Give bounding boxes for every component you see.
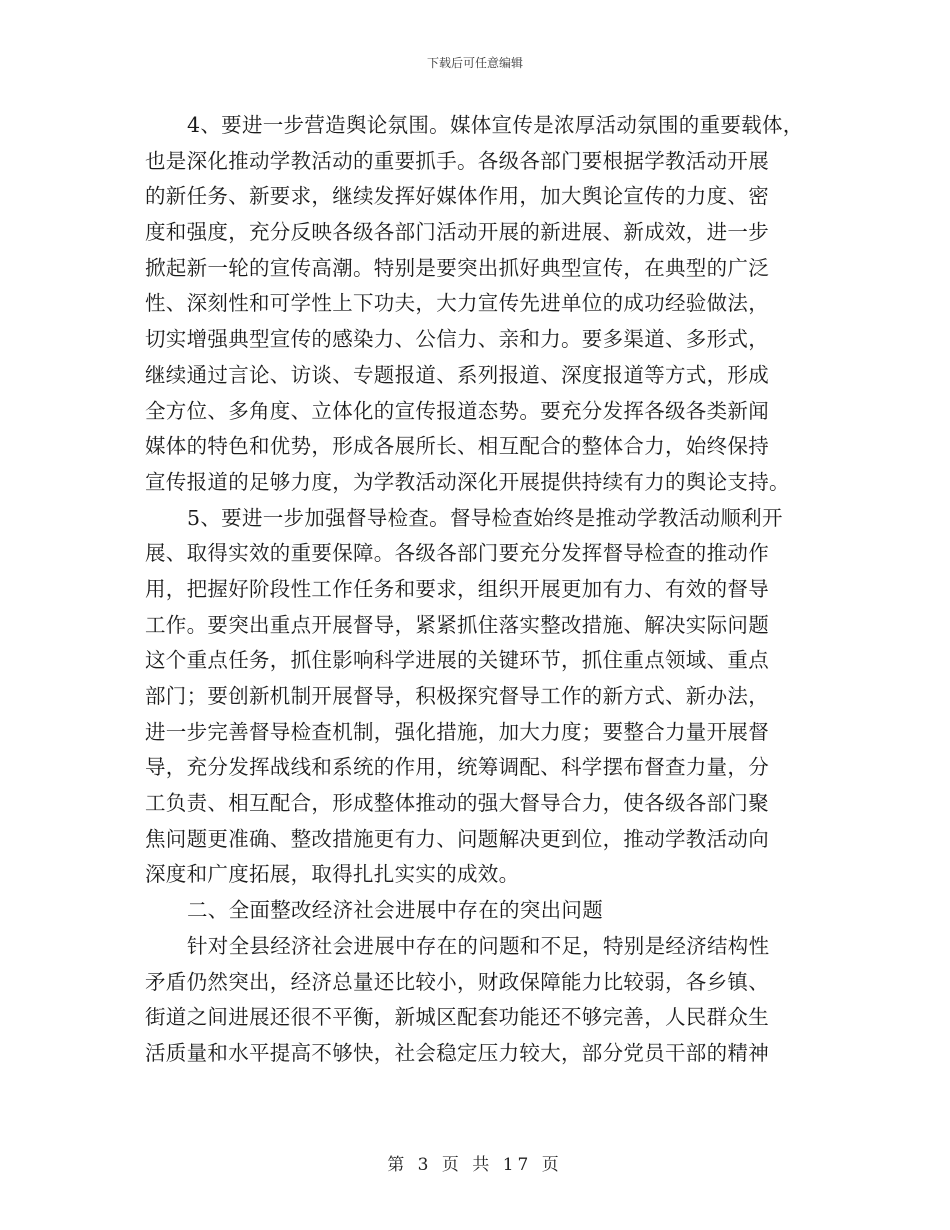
paragraph-line: 全方位、多角度、立体化的宣传报道态势。要充分发挥各级各类新闻 [145,398,769,423]
paragraph-line: 展、取得实效的重要保障。各级各部门要充分发挥督导检查的推动作 [145,541,769,566]
paragraph-line: 矛盾仍然突出，经济总量还比较小，财政保障能力比较弱，各乡镇、 [145,969,769,994]
paragraph-line: 进一步完善督导检查机制，强化措施，加大力度；要整合力量开展督 [145,719,769,744]
paragraph-line: 焦问题更准确、整改措施更有力、问题解决更到位，推动学教活动向 [145,826,769,851]
section-heading: 二、全面整改经济社会进展中存在的突出问题 [187,898,603,923]
paragraph-line: 这个重点任务，抓住影响科学进展的关键环节，抓住重点领域、重点 [145,648,769,673]
paragraph-line: 5、要进一步加强督导检查。督导检查始终是推动学教活动顺利开 [187,505,783,530]
paragraph-line: 街道之间进展还很不平衡，新城区配套功能还不够完善，人民群众生 [145,1005,769,1030]
paragraph-line: 深度和广度拓展，取得扎扎实实的成效。 [145,862,520,887]
paragraph-line: 性、深刻性和可学性上下功夫，大力宣传先进单位的成功经验做法， [145,291,769,316]
paragraph-line: 掀起新一轮的宣传高潮。特别是要突出抓好典型宣传，在典型的广泛 [145,255,769,280]
paragraph-line: 切实增强典型宣传的感染力、公信力、亲和力。要多渠道、多形式， [145,327,769,352]
paragraph-line: 的新任务、新要求，继续发挥好媒体作用，加大舆论宣传的力度、密 [145,184,769,209]
paragraph-line: 用，把握好阶段性工作任务和要求，组织开展更加有力、有效的督导 [145,576,769,601]
paragraph-line: 4、要进一步营造舆论氛围。媒体宣传是浓厚活动氛围的重要载体， [187,113,804,137]
paragraph-line: 针对全县经济社会进展中存在的问题和不足，特别是经济结构性 [187,933,770,958]
page-footer: 第 3 页 共 17 页 [387,1155,563,1175]
paragraph-line: 导，充分发挥战线和系统的作用，统筹调配、科学摆布督查力量，分 [145,755,769,780]
paragraph-line: 度和强度，充分反映各级各部门活动开展的新进展、新成效，进一步 [145,220,769,245]
page-header: 下载后可任意编辑 [426,56,523,70]
paragraph-line: 继续通过言论、访谈、专题报道、系列报道、深度报道等方式，形成 [145,362,769,387]
body-text [145,108,817,1072]
paragraph-line: 工作。要突出重点开展督导，紧紧抓住落实整改措施、解决实际问题 [145,612,769,637]
paragraph-line: 媒体的特色和优势，形成各展所长、相互配合的整体合力，始终保持 [145,434,769,459]
paragraph-line: 宣传报道的足够力度，为学教活动深化开展提供持续有力的舆论支持。 [145,469,790,494]
paragraph-line: 部门；要创新机制开展督导，积极探究督导工作的新方式、新办法， [145,684,769,708]
paragraph-line: 也是深化推动学教活动的重要抓手。各级各部门要根据学教活动开展 [145,148,769,173]
paragraph-line: 工负责、相互配合，形成整体推动的强大督导合力，使各级各部门聚 [145,791,769,816]
paragraph-line: 活质量和水平提高不够快，社会稳定压力较大，部分党员干部的精神 [145,1040,769,1065]
